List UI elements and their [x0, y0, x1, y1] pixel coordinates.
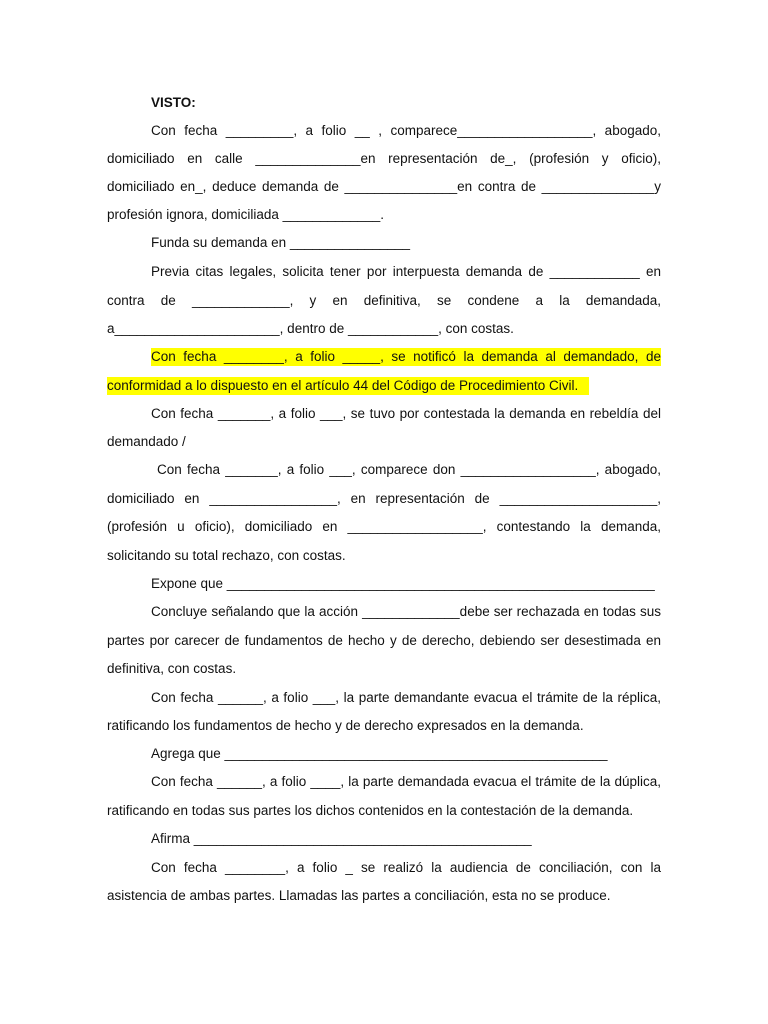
- text-line: (profesión u oficio), domiciliado en __________________, contestando la demanda,: [107, 519, 661, 534]
- highlighted-line: conformidad a lo dispuesto en el artículo 44 del Código de Procedimiento Civil.: [107, 377, 589, 395]
- text-line: Con fecha _______, a folio ___, comparece don __________________, abogado,: [157, 462, 661, 477]
- text-line: Afirma _____________________________________________: [151, 831, 532, 846]
- text-line: ratificando los fundamentos de hecho y de derecho expresados en la demanda.: [107, 718, 584, 733]
- text-line: domiciliado en _________________, en representación de _____________________,: [107, 491, 661, 506]
- text-line: ratificando en todas sus partes los dichos contenidos en la contestación de la demanda.: [107, 803, 634, 818]
- text-line: Con fecha _______, a folio ___, se tuvo por contestada la demanda en rebeldía del: [151, 406, 661, 421]
- text-line: partes por carecer de fundamentos de hecho y de derecho, debiendo ser desestimada en: [107, 633, 661, 648]
- text-line: Con fecha _________, a folio __ , comparece__________________, abogado,: [151, 123, 661, 138]
- text-line: definitiva, con costas.: [107, 661, 237, 676]
- text-line: Concluye señalando que la acción _____________debe ser rechazada en todas sus: [151, 604, 661, 619]
- text-line: Con fecha ______, a folio ____, la parte demandada evacua el trámite de la dúplica,: [151, 774, 661, 789]
- text-line: Agrega que ___________________________________________________: [151, 746, 608, 761]
- text-line: Previa citas legales, solicita tener por interpuesta demanda de ____________ en: [151, 264, 661, 279]
- heading-visto: VISTO:: [151, 95, 196, 110]
- text-line: Expone que _________________________________________________________: [151, 576, 655, 591]
- text-line: Con fecha ________, a folio _ se realizó la audiencia de conciliación, con la: [151, 860, 661, 875]
- text-line: contra de _____________, y en definitiva, se condene a la demandada,: [107, 293, 661, 308]
- text-line: profesión ignora, domiciliada _____________.: [107, 207, 384, 222]
- highlighted-line: Con fecha ________, a folio _____, se notificó la demanda al demandado, de: [151, 349, 661, 364]
- text-line: domiciliado en calle ______________en representación de_, (profesión y oficio),: [107, 151, 661, 166]
- text-line: solicitando su total rechazo, con costas.: [107, 548, 346, 563]
- text-line: asistencia de ambas partes. Llamadas las partes a conciliación, esta no se produce.: [107, 888, 611, 903]
- text-line: Funda su demanda en ________________: [151, 235, 410, 250]
- text-line: a______________________, dentro de ____________, con costas.: [107, 321, 514, 336]
- text-line: domiciliado en_, deduce demanda de _______________en contra de _______________y: [107, 179, 661, 194]
- text-line: demandado /: [107, 434, 186, 449]
- text-line: Con fecha ______, a folio ___, la parte demandante evacua el trámite de la réplica,: [151, 690, 661, 705]
